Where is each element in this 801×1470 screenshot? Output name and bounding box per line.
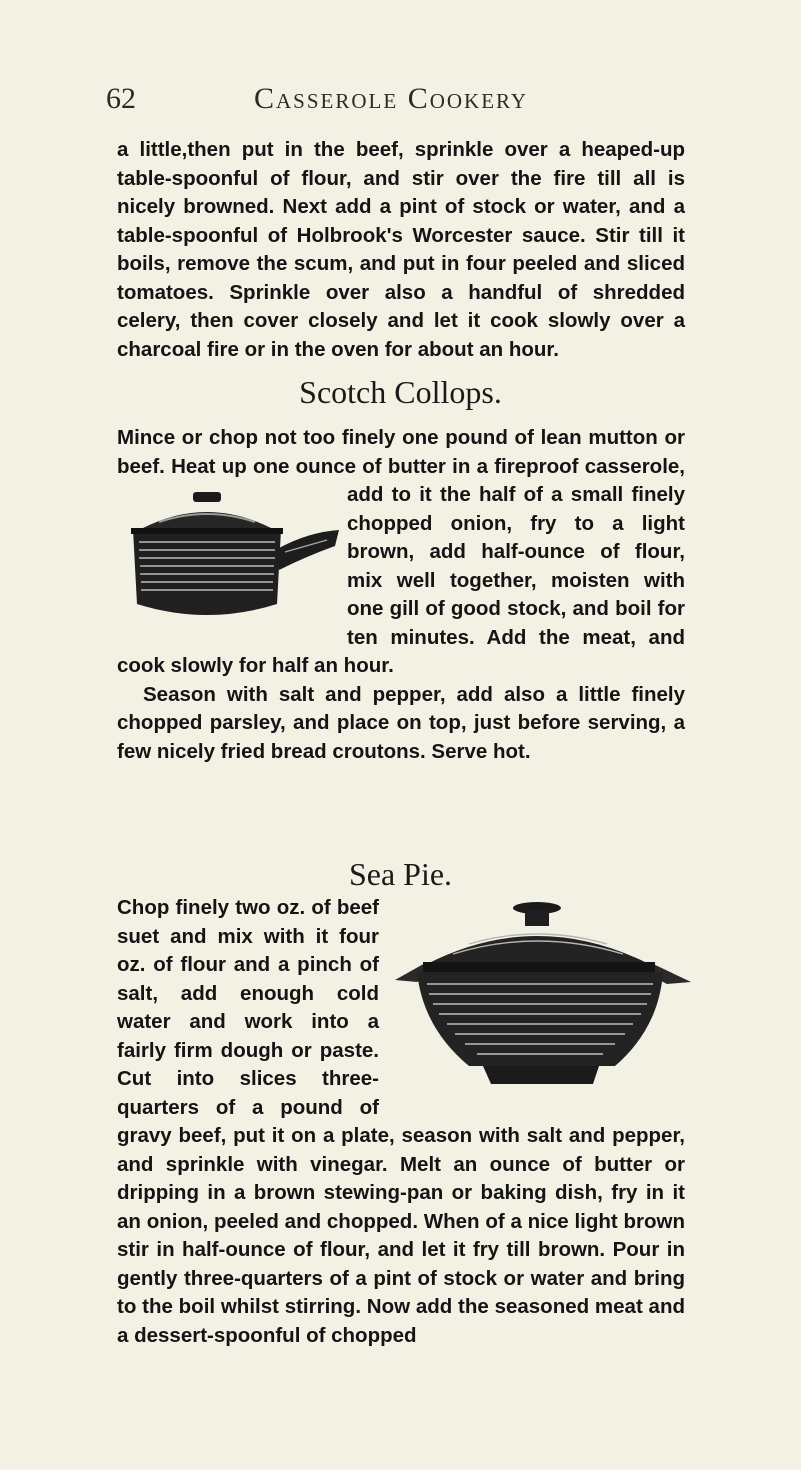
recipe-scotch-collops: [117, 424, 685, 766]
sea-pie-paragraph-1: Chop finely two oz. of beef suet and mix with it four oz. of flour and a pinch of salt, add enough cold water and work into a fairly firm dough or paste. Cut into slices three-quarters of a pound of gravy beef, put it on a plate, season with salt and pepper, and sprinkle with vinegar. Melt an ounce of butter or dripping in a brown stewing-pan or baking dish, fry in it an onion, peeled and chopped. When of a nice light brown stir in half-ounce of flour, and let it fry till brown. Pour in gently three-quarters of a pint of stock or water and bring to the boil whilst stirring. Now add the seasoned meat and a dessert-spoonful of chopped: [117, 896, 685, 1347]
recipe-title-scotch-collops: Scotch Collops.: [299, 374, 502, 410]
recipe-sea-pie: [117, 894, 685, 1350]
intro-section: [117, 136, 685, 364]
recipe-title-sea-pie: Sea Pie.: [348, 856, 453, 892]
scotch-collops-paragraph-1: Mince or chop not too finely one pound of lean mutton or beef. Heat up one ounce of butter in a fireproof casserole, add to it the half of a small finely chopped onion, fry to a light brown, add half-ounce of flour, mix well together, moisten with one gill of good stock, and boil for ten minutes. Add the meat, and cook slowly for half an hour.: [117, 426, 685, 677]
book-title: Casserole Cookery: [254, 82, 529, 115]
intro-paragraph: a little,then put in the beef, sprinkle over a heaped-up table-spoonful of flour, and stir over the fire till all is nicely browned. Next add a pint of stock or water, and a table-spoonful of Holbrook's Worcester sauce. Stir till it boils, remove the scum, and put in four peeled and sliced tomatoes. Sprinkle over also a handful of shredded celery, then cover closely and let it cook slowly over a charcoal fire or in the oven for about an hour.: [117, 138, 685, 361]
page-number: 62: [106, 82, 136, 115]
covered-casserole-dish-illustration: [387, 898, 699, 1098]
running-head: [0, 80, 801, 120]
casserole-pan-illustration: [113, 486, 341, 626]
scotch-collops-paragraph-2: Season with salt and pepper, add also a little finely chopped parsley, and place on top, just before serving, a few nicely fried bread croutons. Serve hot.: [117, 682, 685, 763]
